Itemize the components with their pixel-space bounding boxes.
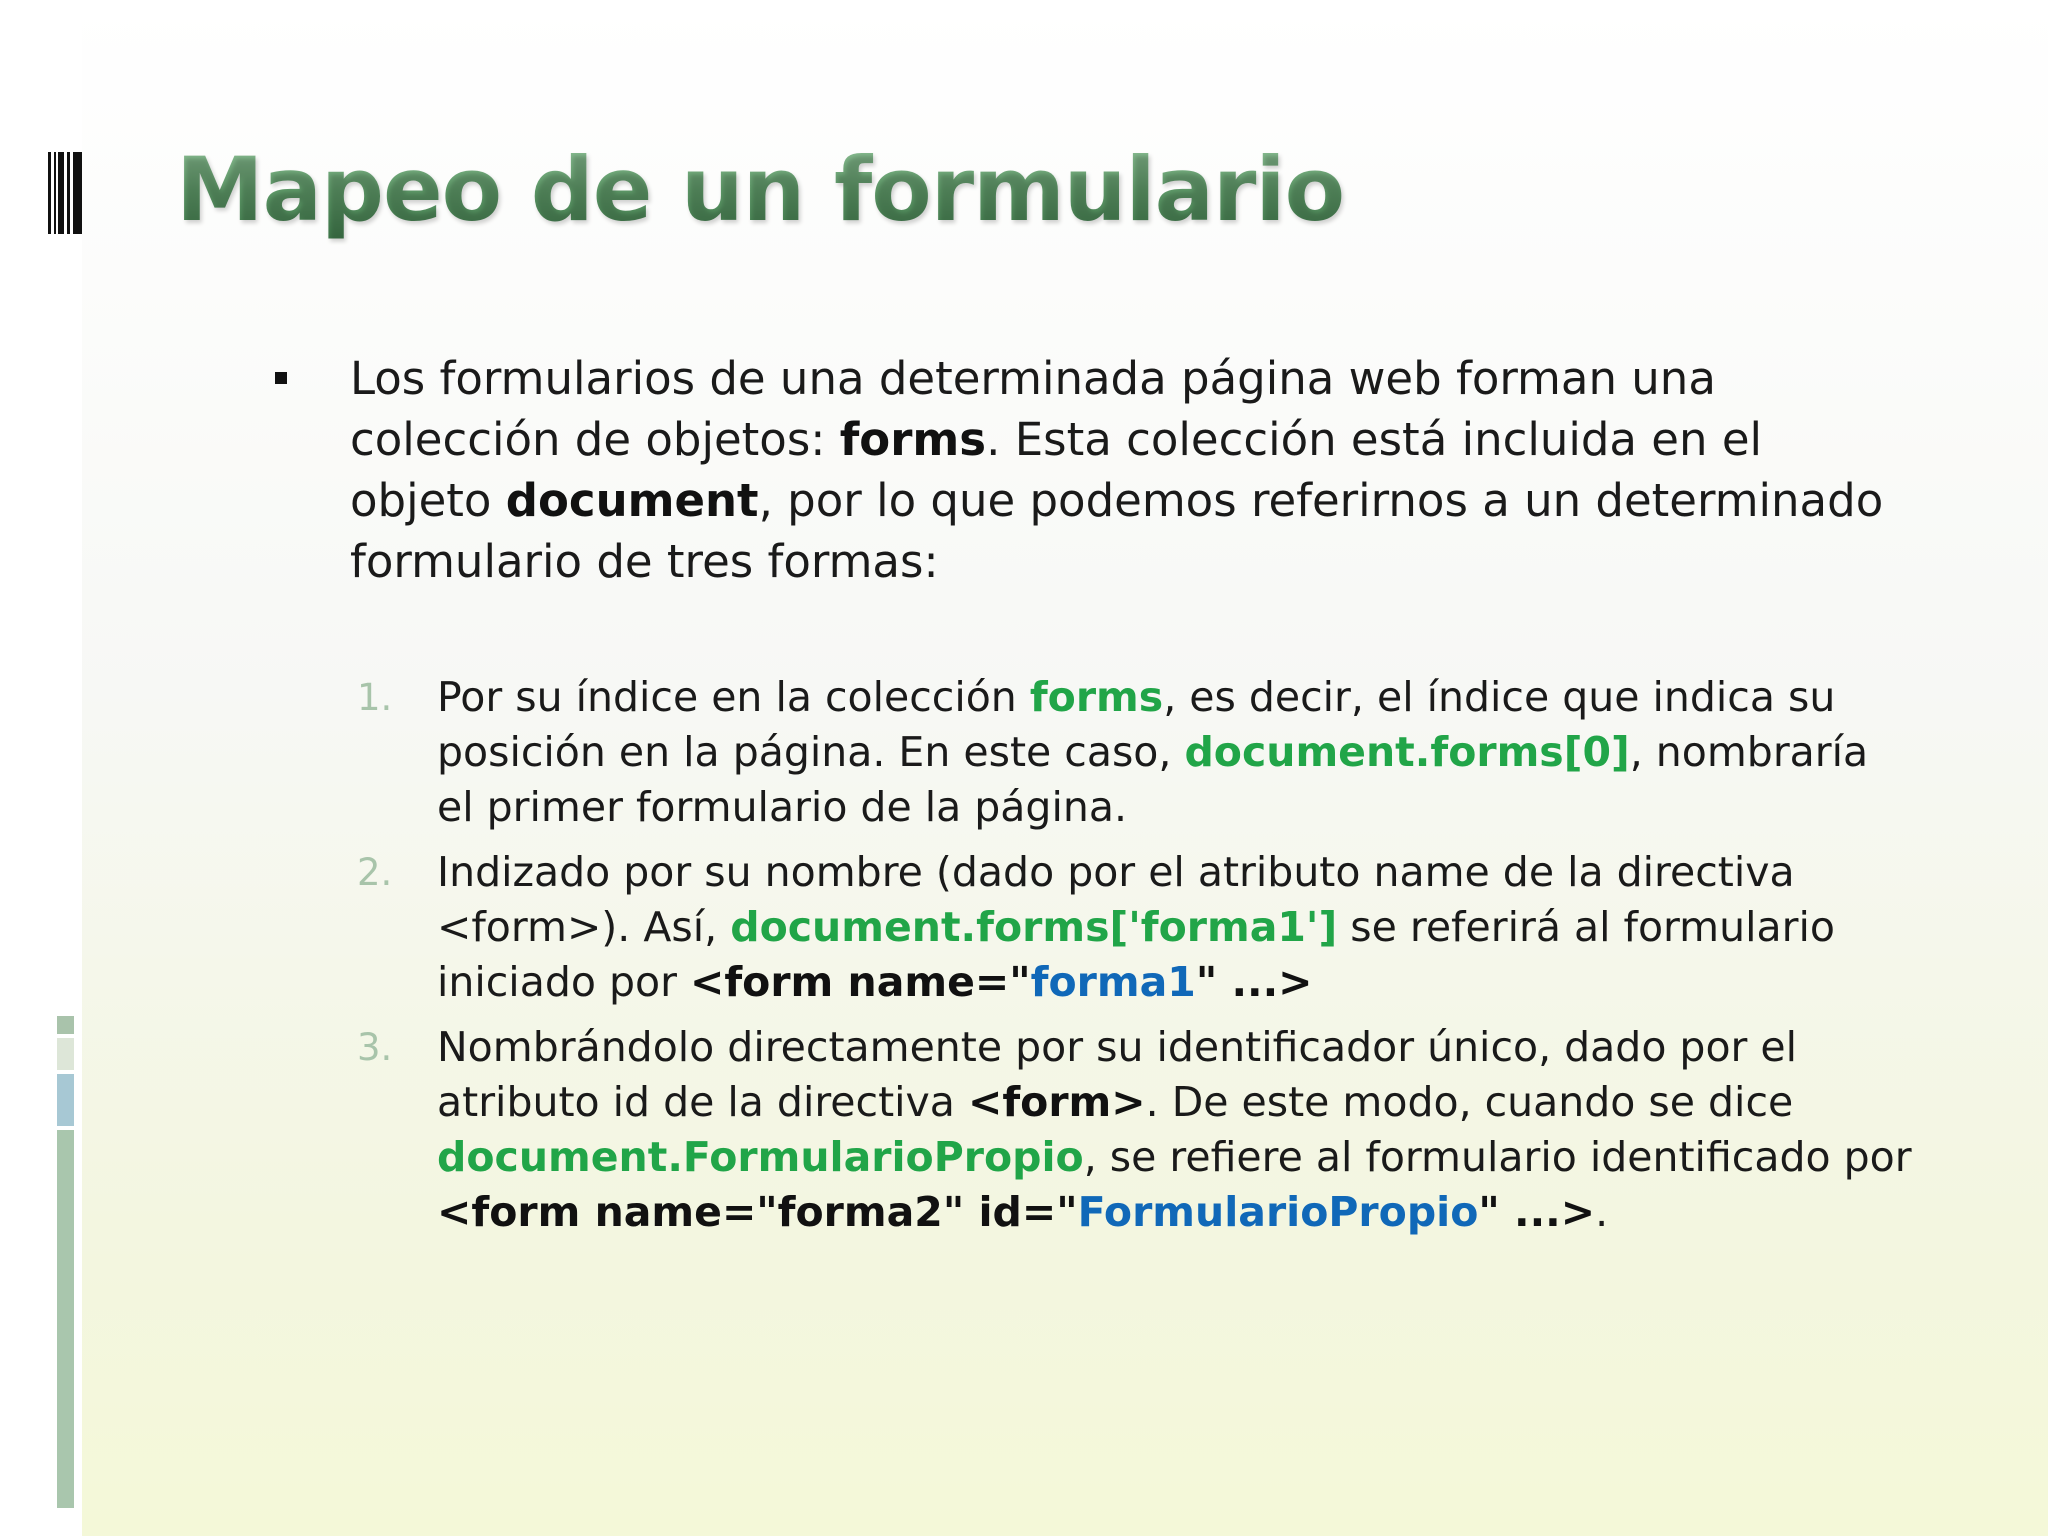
list-item: 1. Por su índice en la colección forms, es decir, el índice que indica su posición en la página. En este caso, document.forms[0], nombraría el primer formulario de la página.	[357, 670, 1917, 835]
list-item: 2. Indizado por su nombre (dado por el atributo name de la directiva <form>). Así, document.forms['forma1'] se referirá al formulario iniciado por <form name="forma1" ...>	[357, 845, 1917, 1010]
item-number: 2.	[357, 851, 393, 894]
item-number: 1.	[357, 676, 393, 719]
code-forma1: forma1	[1030, 958, 1196, 1006]
code-forms-forma1: document.forms['forma1']	[730, 903, 1338, 951]
code-formulario-propio: document.FormularioPropio	[437, 1133, 1084, 1181]
main-bullet	[275, 348, 1895, 592]
main-bullet-text: Los formularios de una determinada página web forman una colección de objetos: forms. Esta colección está incluida en el objeto document, por lo que podemos referirnos a un determinado formulario de tres formas:	[350, 352, 1884, 588]
title-bars-decoration	[48, 152, 82, 234]
numbered-list	[357, 670, 1917, 1250]
list-item: 3. Nombrándolo directamente por su identificador único, dado por el atributo id de la directiva <form>. De este modo, cuando se dice document.FormularioPropio, se refiere al formulario identificado por <form name="forma2" id="FormularioPropio" ...>.	[357, 1020, 1917, 1240]
code-forms: forms	[1029, 673, 1164, 721]
slide-title: Mapeo de un formulario	[176, 138, 1345, 241]
code-formulariopropio-id: FormularioPropio	[1077, 1188, 1479, 1236]
square-bullet-icon	[275, 372, 287, 384]
code-document-forms-0: document.forms[0]	[1184, 728, 1630, 776]
item-number: 3.	[357, 1026, 393, 1069]
